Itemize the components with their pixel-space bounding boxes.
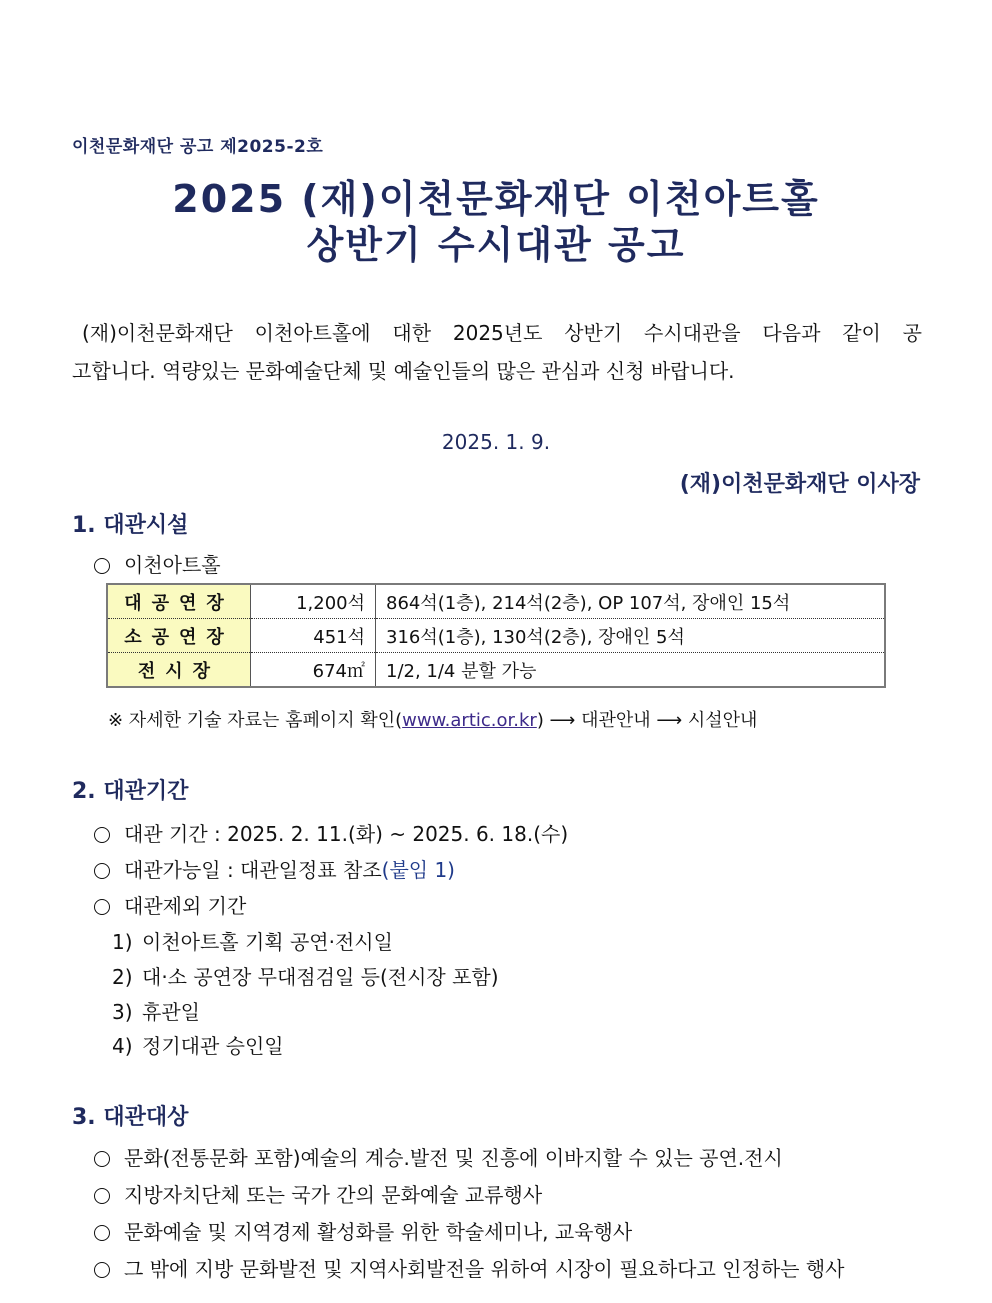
excluded-period-label <box>94 890 246 919</box>
note-suffix: ) ⟶ 대관안내 ⟶ 시설안내 <box>536 710 758 731</box>
list-text: 이천아트홀 기획 공연·전시일 <box>142 930 393 954</box>
signer: (재)이천문화재단 이사장 <box>679 472 920 497</box>
available-days <box>94 854 455 883</box>
section-1-bullet <box>94 549 221 578</box>
bullet-text: 이천아트홀 <box>124 553 221 577</box>
table-row <box>107 653 885 688</box>
list-item <box>112 996 200 1025</box>
table-row <box>107 584 885 619</box>
facility-table <box>106 583 886 688</box>
homepage-link[interactable]: www.artic.or.kr <box>402 710 537 731</box>
bullet-text: 그 밖에 지방 문화발전 및 지역사회발전을 위하여 시장이 필요하다고 인정하는 행사 <box>124 1257 845 1281</box>
list-text: 휴관일 <box>142 1000 200 1024</box>
facility-name: 전시장 <box>107 653 251 688</box>
circle-bullet-icon <box>94 1151 110 1167</box>
list-text: 대·소 공연장 무대점검일 등(전시장 포함) <box>142 965 499 989</box>
circle-bullet-icon <box>94 1225 110 1241</box>
facility-capacity: 674㎡ <box>251 653 376 688</box>
attachment-ref: (붙임 1) <box>381 858 455 882</box>
rental-period <box>94 818 568 847</box>
list-number: 4) <box>112 1034 133 1058</box>
list-item <box>112 961 499 990</box>
circle-bullet-icon <box>94 1262 110 1278</box>
intro-line-2: 고합니다. 역량있는 문화예술단체 및 예술인들의 많은 관심과 신청 바랍니다. <box>72 359 735 383</box>
bullet-text: 지방자치단체 또는 국가 간의 문화예술 교류행사 <box>124 1183 543 1207</box>
facility-detail: 316석(1층), 130석(2층), 장애인 5석 <box>376 619 886 653</box>
circle-bullet-icon <box>94 827 110 843</box>
notice-date: 2025. 1. 9. <box>441 430 551 454</box>
circle-bullet-icon <box>94 899 110 915</box>
facility-name: 대공연장 <box>107 584 251 619</box>
section-3-heading: 3. 대관대상 <box>72 1105 189 1130</box>
list-text: 정기대관 승인일 <box>142 1034 284 1058</box>
circle-bullet-icon <box>94 1188 110 1204</box>
notice-number: 이천문화재단 공고 제2025-2호 <box>72 137 324 157</box>
note-prefix: ※ 자세한 기술 자료는 홈페이지 확인( <box>108 710 403 731</box>
facility-capacity: 1,200석 <box>251 584 376 619</box>
facility-capacity: 451석 <box>251 619 376 653</box>
list-item <box>112 1030 284 1059</box>
title-line-1: 2025 (재)이천문화재단 이천아트홀 <box>172 177 820 221</box>
bullet-text: 대관가능일 : 대관일정표 참조 <box>124 858 382 882</box>
circle-bullet-icon <box>94 558 110 574</box>
list-item <box>112 926 393 955</box>
section-2-heading: 2. 대관기간 <box>72 779 189 804</box>
list-item <box>94 1253 844 1282</box>
section-1-heading: 1. 대관시설 <box>72 513 189 538</box>
bullet-text: 문화(전통문화 포함)예술의 계승.발전 및 진흥에 이바지할 수 있는 공연.전시 <box>124 1146 783 1170</box>
facility-detail: 1/2, 1/4 분할 가능 <box>386 660 537 682</box>
title-line-2: 상반기 수시대관 공고 <box>306 223 686 267</box>
tech-info-note <box>108 706 757 732</box>
bullet-text: 대관제외 기간 <box>124 894 247 918</box>
list-number: 1) <box>112 930 133 954</box>
circle-bullet-icon <box>94 863 110 879</box>
table-row <box>107 619 885 653</box>
intro-line-1: (재)이천문화재단 이천아트홀에 대한 2025년도 상반기 수시대관을 다음과 같이 공 <box>82 321 922 345</box>
list-number: 3) <box>112 1000 133 1024</box>
list-item <box>94 1142 783 1171</box>
bullet-text: 대관 기간 : 2025. 2. 11.(화) ~ 2025. 6. 18.(수) <box>124 822 569 846</box>
facility-name: 소공연장 <box>107 619 251 653</box>
facility-detail: 864석(1층), 214석(2층), OP 107석, 장애인 15석 <box>376 584 886 619</box>
list-number: 2) <box>112 965 133 989</box>
list-item <box>94 1179 542 1208</box>
bullet-text: 문화예술 및 지역경제 활성화를 위한 학술세미나, 교육행사 <box>124 1220 633 1244</box>
list-item <box>94 1216 632 1245</box>
